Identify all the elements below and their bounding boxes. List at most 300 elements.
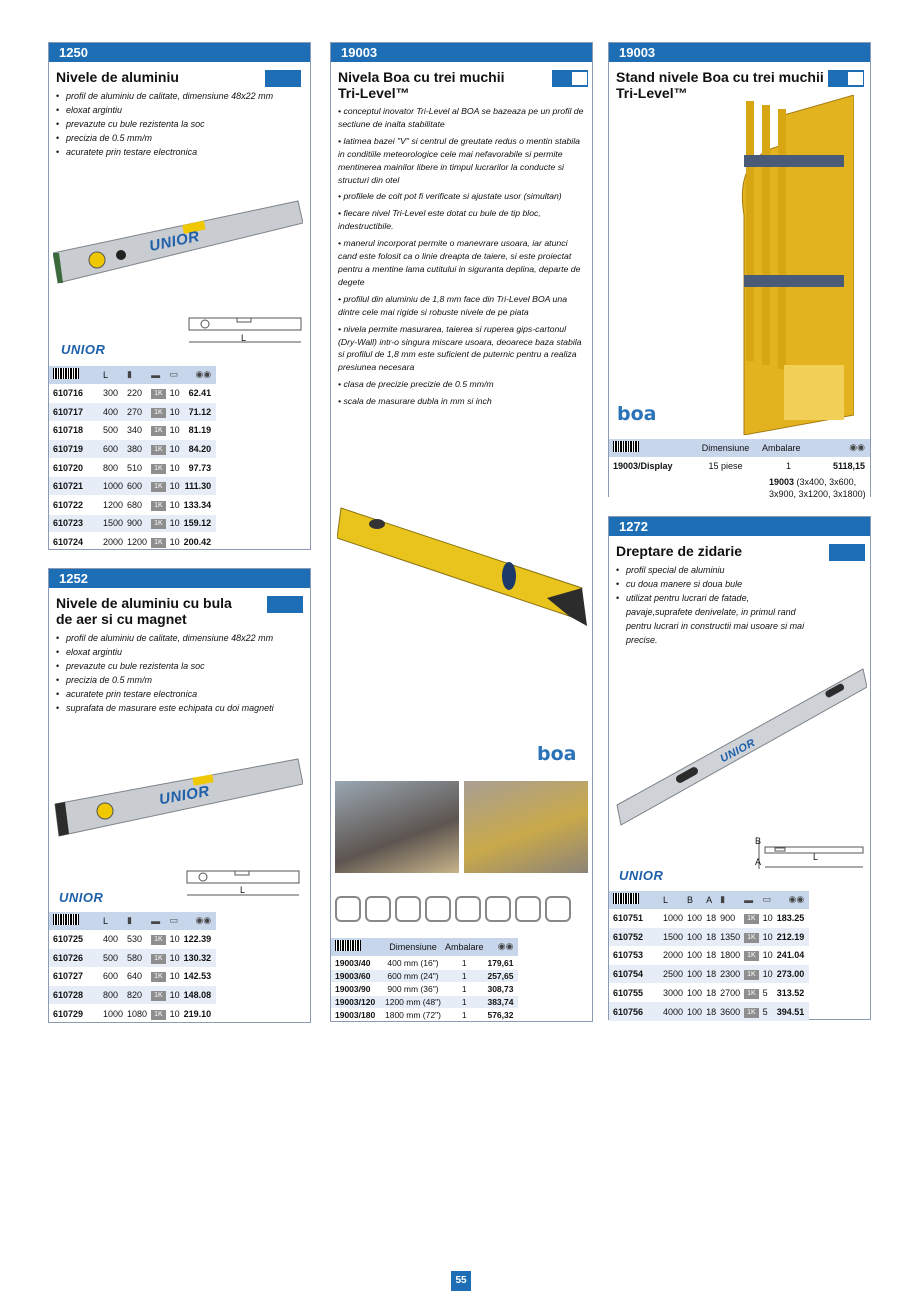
price-value: 212.19 [773,928,810,947]
packaging-value: 1 [441,956,484,969]
price-value: 576,32 [483,1008,518,1021]
feature-item: • profil de aluminiu de calitate, dimensiune 48x22 mm [56,631,303,645]
product-card-1272 [608,516,871,1020]
color-swatch [552,70,588,87]
tool-icon [395,896,421,922]
box-icon: ▭ [166,366,180,384]
box-qty-value: 10 [759,909,773,928]
pack-badge: 1K [151,991,166,1001]
pack-value [147,514,166,533]
price-value: 219.10 [180,1004,217,1023]
length-value: 2500 [659,965,683,984]
box-qty-value: 10 [166,986,180,1005]
table-row [609,909,809,928]
col-packaging: Ambalare [758,439,815,457]
price-value: 394.51 [773,1002,810,1021]
product-code: 19003 [331,43,592,62]
pack-value [147,496,166,515]
feature-paragraph: • latimea bazei "V" si centrul de greutate redus o mentin stabila in conditiile meteorologice cele mai nefavorabile si permite mentinerea mainilor libere in timpul lucrarilor la conducte si structuri din otel [338,135,580,185]
col-height: A [702,891,716,909]
weight-value: 1200 [123,533,147,552]
weight-value: 1800 [716,946,740,965]
price-value: 241.04 [773,946,810,965]
height-value: 18 [702,1002,716,1021]
article-code: 610719 [49,440,99,459]
width-value: 100 [683,965,702,984]
article-code: 19003/120 [331,995,381,1008]
pack-value [147,421,166,440]
feature-item: • profil special de aluminiu [616,563,816,577]
product-code: 1252 [49,569,310,588]
table-row [49,421,216,440]
packaging-value: 1 [441,1008,484,1021]
pack-value [147,384,166,403]
price-table [49,912,216,1023]
length-value: 4000 [659,1002,683,1021]
article-code: 610718 [49,421,99,440]
product-code: 19003 [609,43,870,62]
article-code: 610752 [609,928,659,947]
price-value: 179,61 [483,956,518,969]
table-row [49,930,216,949]
dimension-diagram [187,316,305,348]
length-value: 600 [99,440,123,459]
price-value: 122.39 [180,930,217,949]
brand-logo-inline: UNIOR [718,736,758,766]
color-swatch [267,596,303,613]
tool-icon [515,896,541,922]
price-table [331,938,518,1021]
table-row [49,496,216,515]
price-table [49,366,216,551]
article-code: 610722 [49,496,99,515]
pack-badge: 1K [151,426,166,436]
pack-badge: 1K [151,972,166,982]
color-swatch [829,544,865,561]
price-table [609,439,870,500]
table-row [331,982,518,995]
table-row [49,458,216,477]
price-value: 159.12 [180,514,217,533]
pack-value [740,928,759,947]
article-code: 610751 [609,909,659,928]
pack-badge: 1K [151,389,166,399]
article-code: 610720 [49,458,99,477]
col-dimension: Dimensiune [381,938,441,956]
weight-value: 2300 [716,965,740,984]
table-row [49,514,216,533]
article-code: 19003/180 [331,1008,381,1021]
table-row [609,928,809,947]
feature-item: • suprafata de masurare este echipata cu doi magneti [56,701,303,715]
weight-icon: ▮ [123,912,147,930]
price-icon: ◉◉ [180,366,217,384]
table-row [609,983,809,1002]
price-value: 308,73 [483,982,518,995]
article-code: 19003/60 [331,969,381,982]
pack-value [740,909,759,928]
col-length: L [659,891,683,909]
price-value: 142.53 [180,967,217,986]
boa-level-image [337,488,587,658]
length-value: 500 [99,949,123,968]
dimension-value: 900 mm (36") [381,982,441,995]
usage-photo-floor [464,781,588,873]
feature-paragraph: • nivela permite masurarea, taierea si ruperea gips-cartonul (Dry-Wall) intr-o singura miscare usoara, deoarece baza stabila si profilul de 1,8 mm este suficient de puternic pentru a realiza presiunea necesara [338,323,582,373]
length-value: 500 [99,421,123,440]
length-value: 400 [99,930,123,949]
pack-value [147,949,166,968]
article-code: 610717 [49,403,99,422]
feature-paragraph: • scala de masurare dubla in mm si inch [338,396,492,407]
table-row [49,440,216,459]
tool-icon [545,896,571,922]
boa-logo: boa [617,403,657,425]
dimension-diagram [755,839,867,875]
box-qty-value: 10 [759,946,773,965]
pack-badge: 1K [744,914,759,924]
length-value: 1000 [99,1004,123,1023]
article-code: 610725 [49,930,99,949]
pack-badge: 1K [151,482,166,492]
feature-item: • cu doua manere si doua bule [616,577,816,591]
price-value: 130.32 [180,949,217,968]
table-row [49,477,216,496]
feature-paragraphs [331,105,592,408]
box-qty-value: 10 [166,458,180,477]
col-length: L [99,366,123,384]
pack-badge: 1K [151,538,166,548]
article-code: 610753 [609,946,659,965]
display-contents [689,476,870,501]
feature-item: • prevazute cu bule rezistenta la soc [56,117,303,131]
table-row [49,533,216,552]
weight-value: 340 [123,421,147,440]
length-value: 1200 [99,496,123,515]
height-value: 18 [702,965,716,984]
article-code: 19003/Display [609,457,689,476]
weight-value: 680 [123,496,147,515]
barcode-header [609,439,689,457]
weight-value: 1350 [716,928,740,947]
pack-value [147,533,166,552]
box-qty-value: 10 [166,440,180,459]
article-code: 610727 [49,967,99,986]
length-value: 2000 [659,946,683,965]
dimension-label-l: L [240,885,246,895]
price-icon: ◉◉ [483,938,518,956]
article-code: 610723 [49,514,99,533]
packaging-value: 1 [441,995,484,1008]
weight-value: 580 [123,949,147,968]
unior-logo: UNIOR [619,868,664,883]
package-icon: ▬ [147,912,166,930]
feature-item: • prevazute cu bule rezistenta la soc [56,659,303,673]
tool-icon [365,896,391,922]
weight-value: 530 [123,930,147,949]
feature-item: • acuratete prin testare electronica [56,687,303,701]
product-title: Nivele de aluminiu [56,69,179,85]
barcode-header [49,912,99,930]
product-title: Dreptare de zidarie [616,543,743,559]
length-value: 1000 [99,477,123,496]
dimension-label-l: L [813,852,819,862]
dimension-label-l: L [241,333,247,343]
price-value: 84.20 [180,440,217,459]
packaging-value: 1 [758,457,815,476]
product-code: 1272 [609,517,870,536]
brand-logo-inline: UNIOR [147,227,202,256]
height-value: 18 [702,928,716,947]
box-qty-value: 10 [166,496,180,515]
weight-value: 1080 [123,1004,147,1023]
product-card-1252 [48,568,311,1023]
color-swatch [828,70,864,87]
display-stand-image [704,95,854,435]
feature-item: • eloxat argintiu [56,645,303,659]
box-icon: ▭ [759,891,773,909]
article-code: 610729 [49,1004,99,1023]
price-icon: ◉◉ [815,439,870,457]
packaging-value: 1 [441,982,484,995]
box-qty-value: 5 [759,1002,773,1021]
feature-paragraph: • manerul incorporat permite o manevrare usoara, iar atunci cand este folosit ca o linie dreapta de taiere, si este proiectat pentru a mentine lama cutitului in siguranta deplina, departe de degete [338,238,581,287]
box-qty-value: 10 [166,477,180,496]
box-qty-value: 10 [166,384,180,403]
pack-value [147,986,166,1005]
price-icon: ◉◉ [180,912,217,930]
width-value: 100 [683,928,702,947]
price-value: 313.52 [773,983,810,1002]
barcode-header [49,366,99,384]
table-row [49,1004,216,1023]
table-row [49,967,216,986]
weight-value: 2700 [716,983,740,1002]
weight-value: 3600 [716,1002,740,1021]
box-icon: ▭ [166,912,180,930]
tool-icon [455,896,481,922]
pack-value [147,967,166,986]
dimension-label-b: B [755,836,762,846]
pack-badge: 1K [151,954,166,964]
price-icon: ◉◉ [773,891,810,909]
unior-logo: UNIOR [59,890,104,905]
pack-badge: 1K [744,951,759,961]
usage-photo-roof [335,781,459,873]
weight-icon: ▮ [716,891,740,909]
table-row [609,946,809,965]
feature-item: • utilizat pentru lucrari de fatade, pavaje,suprafete denivelate, in primul rand pentru lucrari in constructii mai usoare si mai precise. [616,591,816,647]
dimension-value: 1200 mm (48") [381,995,441,1008]
feature-list [56,89,303,159]
width-value: 100 [683,909,702,928]
box-qty-value: 10 [166,403,180,422]
pack-badge: 1K [151,464,166,474]
feature-list [616,563,816,647]
weight-value: 820 [123,986,147,1005]
pack-value [740,1002,759,1021]
product-title: Stand nivele Boa cu trei muchii Tri-Level™ [616,69,824,101]
feature-item: • profil de aluminiu de calitate, dimensiune 48x22 mm [56,89,303,103]
pack-badge: 1K [151,519,166,529]
dimension-value: 600 mm (24") [381,969,441,982]
price-value: 97.73 [180,458,217,477]
feature-paragraph: • conceptul inovator Tri-Level al BOA se bazeaza pe un profil de sectiune de inalta stabilitate [338,106,584,129]
tool-icon [335,896,361,922]
dimension-label-a: A [755,857,762,867]
color-swatch [265,70,301,87]
price-value: 148.08 [180,986,217,1005]
tool-icon [485,896,511,922]
box-qty-value: 10 [166,421,180,440]
article-code: 610716 [49,384,99,403]
article-code: 610726 [49,949,99,968]
article-code: 610755 [609,983,659,1002]
weight-value: 900 [123,514,147,533]
weight-value: 220 [123,384,147,403]
length-value: 2000 [99,533,123,552]
product-code: 1250 [49,43,310,62]
box-qty-value: 10 [759,928,773,947]
length-value: 300 [99,384,123,403]
box-qty-value: 10 [759,965,773,984]
boa-logo: boa [537,743,577,765]
weight-value: 510 [123,458,147,477]
product-title: Nivela Boa cu trei muchii Tri-Level™ [338,69,505,101]
dimension-value: 15 piese [689,457,758,476]
price-value: 5118,15 [815,457,870,476]
price-value: 200.42 [180,533,217,552]
dimension-value: 400 mm (16") [381,956,441,969]
length-value: 600 [99,967,123,986]
price-value: 257,65 [483,969,518,982]
package-icon: ▬ [740,891,759,909]
table-row [331,1008,518,1021]
box-qty-value: 10 [166,533,180,552]
weight-value: 270 [123,403,147,422]
feature-item: • precizia de 0.5 mm/m [56,673,303,687]
weight-value: 600 [123,477,147,496]
height-value: 18 [702,909,716,928]
price-value: 133.34 [180,496,217,515]
barcode-header [331,938,381,956]
article-code: 610754 [609,965,659,984]
pack-value [147,403,166,422]
feature-item: • acuratete prin testare electronica [56,145,303,159]
feature-paragraph: • profilul din aluminiu de 1,8 mm face din Tri-Level BOA una dintre cele mai rigide si robuste nivele de pe piata [338,293,568,317]
tool-icon [425,896,451,922]
price-value: 273.00 [773,965,810,984]
pack-badge: 1K [151,935,166,945]
pack-badge: 1K [744,970,759,980]
feature-paragraph: • clasa de precizie precizie de 0.5 mm/m [338,379,494,390]
box-qty-value: 10 [166,967,180,986]
product-title: Nivele de aluminiu cu bula de aer si cu magnet [56,595,232,627]
price-value: 111.30 [180,477,217,496]
weight-icon: ▮ [123,366,147,384]
pack-badge: 1K [744,1008,759,1018]
pack-value [740,946,759,965]
price-value: 81.19 [180,421,217,440]
pack-value [147,477,166,496]
table-row [49,384,216,403]
article-code: 19003/40 [331,956,381,969]
table-row [49,986,216,1005]
table-row [609,965,809,984]
table-row [331,969,518,982]
length-value: 400 [99,403,123,422]
article-code: 610724 [49,533,99,552]
table-row [49,403,216,422]
page-number: 55 [451,1271,471,1291]
pack-badge: 1K [744,989,759,999]
feature-paragraph: • fiecare nivel Tri-Level este dotat cu bule de tip bloc, indestructibile. [338,208,541,232]
weight-value: 380 [123,440,147,459]
pack-badge: 1K [151,445,166,455]
article-code: 610728 [49,986,99,1005]
article-code: 19003/90 [331,982,381,995]
price-table [609,891,809,1021]
feature-paragraph: • profilele de colt pot fi verificate si ajustate usor (simultan) [338,191,562,202]
box-qty-value: 10 [166,930,180,949]
price-value: 183.25 [773,909,810,928]
width-value: 100 [683,983,702,1002]
brand-logo-inline: UNIOR [157,782,211,809]
product-card-1250 [48,42,311,550]
pack-value [147,440,166,459]
pack-value [740,965,759,984]
usage-icons [335,896,575,927]
table-row [331,956,518,969]
table-row [609,1002,809,1021]
product-card-19003-level [330,42,593,1022]
table-row [49,949,216,968]
pack-badge: 1K [151,408,166,418]
barcode-header [609,891,659,909]
box-qty-value: 10 [166,514,180,533]
table-row [331,995,518,1008]
width-value: 100 [683,946,702,965]
col-width: B [683,891,702,909]
price-value: 383,74 [483,995,518,1008]
length-value: 3000 [659,983,683,1002]
height-value: 18 [702,946,716,965]
weight-value: 640 [123,967,147,986]
display-code: 19003 [769,477,795,488]
feature-list [56,631,303,715]
box-qty-value: 5 [759,983,773,1002]
article-code: 610721 [49,477,99,496]
display-detail: (3x400, 3x600, 3x900, 3x1200, 3x1800) [769,477,866,500]
length-value: 800 [99,986,123,1005]
length-value: 1500 [659,928,683,947]
col-dimension: Dimensiune [689,439,758,457]
box-qty-value: 10 [166,949,180,968]
pack-badge: 1K [744,933,759,943]
length-value: 1000 [659,909,683,928]
weight-value: 900 [716,909,740,928]
pack-badge: 1K [151,501,166,511]
pack-value [147,930,166,949]
pack-value [147,1004,166,1023]
length-value: 1500 [99,514,123,533]
box-qty-value: 10 [166,1004,180,1023]
product-card-19003-display [608,42,871,500]
article-code: 610756 [609,1002,659,1021]
unior-logo: UNIOR [61,342,106,357]
pack-badge: 1K [151,1010,166,1020]
pack-value [740,983,759,1002]
